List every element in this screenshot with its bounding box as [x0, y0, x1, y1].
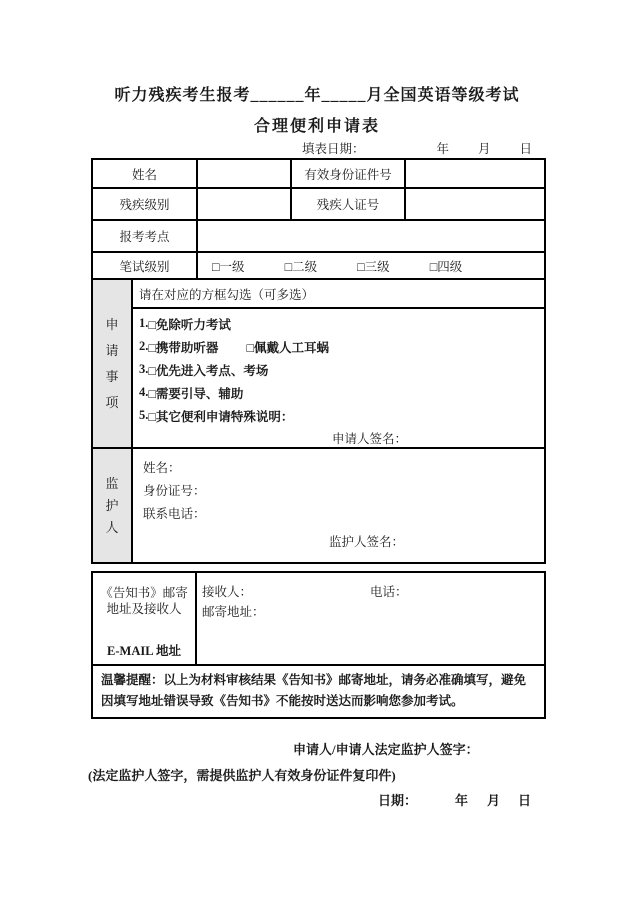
apply-item-5: [139, 404, 538, 427]
apply-items-side-label: 申请事项: [105, 316, 119, 410]
name-label: 姓名: [93, 160, 198, 187]
notice-mailing-label: 《告知书》邮寄地址及接收人: [100, 586, 188, 616]
apply-item-1: [139, 312, 538, 335]
apply-items-content: [133, 280, 544, 447]
warm-reminder-text: 温馨提醒：以上为材料审核结果《告知书》邮寄地址，请务必准确填写，避免因填写地址错误导致《告知书》不能按时送达而影响您参加考试。: [101, 673, 527, 708]
table-row-written-level: [93, 253, 544, 280]
checkbox-level-4: □四级: [429, 259, 463, 274]
applicant-guardian-signature-line: 申请人/申请人法定监护人签字：: [293, 742, 479, 757]
apply-item-2-number: 2.: [139, 339, 149, 353]
phone-label: 电话：: [370, 585, 408, 599]
fill-date-row: [0, 141, 634, 157]
footer-date-label: 日期：: [378, 793, 418, 808]
apply-item-3-number: 3.: [139, 362, 149, 376]
disability-level-value-cell: [198, 189, 292, 219]
written-level-label: 笔试级别: [93, 253, 198, 278]
recipient-label: 接收人：: [202, 585, 253, 599]
id-number-value-cell: [406, 160, 544, 187]
footer-year-label: 年: [455, 793, 469, 808]
disability-cert-value-cell: [406, 189, 544, 219]
table-row-disability: [93, 189, 544, 221]
guardian-phone-label: 联系电话：: [143, 506, 206, 521]
fill-date-day-label: 日: [519, 142, 532, 156]
apply-item-2b-checkbox-label: □佩戴人工耳蜗: [246, 340, 329, 355]
id-number-label: 有效身份证件号: [292, 160, 406, 187]
apply-item-4: [139, 381, 538, 404]
guardian-name-label: 姓名：: [143, 460, 181, 475]
apply-item-3: [139, 358, 538, 381]
apply-items-section: [93, 280, 544, 449]
apply-item-4-checkbox-label: □需要引导、辅助: [148, 386, 244, 401]
apply-item-5-checkbox-label: □其它便利申请特殊说明：: [148, 409, 294, 424]
applicant-signature-label: 申请人签名：: [332, 432, 408, 446]
mailing-address-line: [202, 601, 540, 621]
checkbox-level-1: □一级: [212, 259, 245, 274]
notice-address-row: [93, 573, 544, 666]
written-level-options: [198, 253, 544, 278]
reminder-row: [93, 666, 544, 717]
applicant-info-table: [91, 158, 546, 564]
guardian-signature-label: 监护人签名：: [329, 535, 405, 549]
table-row-test-site: [93, 221, 544, 253]
guardian-side-label-cell: [93, 449, 133, 562]
fill-date-label: 填表日期：: [301, 142, 365, 156]
apply-items-side-label-cell: [93, 280, 133, 447]
disability-level-label: 残疾级别: [93, 189, 198, 219]
guardian-section: [93, 449, 544, 562]
notice-left-cell: [93, 573, 197, 664]
notice-right-cell: [197, 573, 544, 664]
fill-date-month-label: 月: [477, 142, 491, 156]
guardian-signature-note: (法定监护人签字，需提供监护人有效身份证件复印件): [88, 768, 396, 783]
disability-cert-label: 残疾人证号: [292, 189, 406, 219]
form-title-line1: 听力残疾考生报考______年_____月全国英语等级考试: [114, 87, 520, 104]
footer-date-line: [378, 790, 634, 809]
test-site-label: 报考考点: [93, 221, 198, 251]
apply-item-4-number: 4.: [139, 385, 149, 399]
apply-item-1-checkbox-label: □免除听力考试: [148, 317, 231, 332]
apply-items-list: [133, 309, 544, 447]
footer-month-label: 月: [487, 793, 501, 808]
recipient-phone-line: [202, 581, 540, 601]
apply-item-1-number: 1.: [139, 316, 149, 330]
footer-day-label: 日: [518, 793, 532, 808]
apply-item-2-checkbox-label: □携带助听器: [148, 340, 219, 355]
apply-item-2: [139, 335, 538, 358]
table-row-name: [93, 160, 544, 189]
notice-mailing-table: [91, 571, 546, 719]
apply-item-5-number: 5.: [139, 408, 149, 422]
form-title-line2: 合理便利申请表: [253, 118, 380, 135]
guardian-side-label: 监护人: [105, 475, 119, 535]
apply-items-instruction: 请在对应的方框勾选（可多选）: [133, 280, 544, 309]
apply-item-3-checkbox-label: □优先进入考点、考场: [148, 363, 269, 378]
checkbox-level-2: □二级: [284, 259, 318, 274]
mailing-address-label: 邮寄地址：: [202, 605, 265, 619]
guardian-id-label: 身份证号：: [143, 483, 206, 498]
checkbox-level-3: □三级: [357, 259, 390, 274]
guardian-content: [133, 449, 544, 562]
fill-date-year-label: 年: [436, 142, 449, 156]
name-value-cell: [198, 160, 292, 187]
test-site-value-cell: [198, 221, 544, 251]
email-address-label: E-MAIL 地址: [107, 644, 181, 658]
